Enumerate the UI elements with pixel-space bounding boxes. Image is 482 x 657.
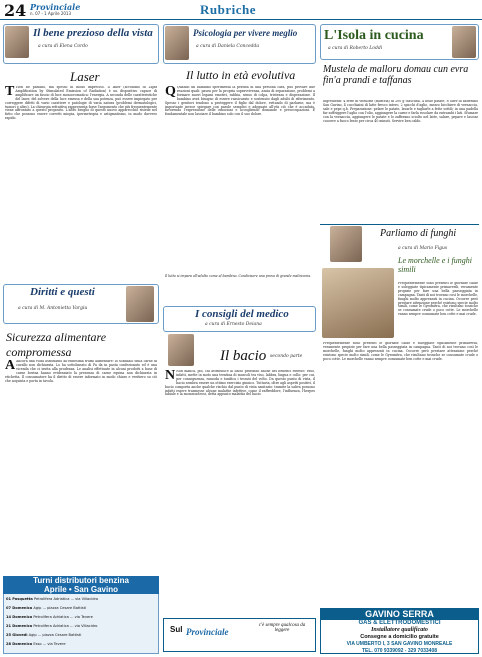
health-column-title: Il bene prezioso della vista (33, 27, 153, 39)
fuel-schedule-rows (6, 597, 158, 651)
section-title: Rubriche (200, 2, 256, 17)
table-row: 28 Domenica Esso ... via Tevere (6, 642, 66, 646)
mushroom-photo (322, 268, 394, 338)
kiss-article-title: Il bacio (220, 348, 267, 364)
recipe-title: Mustela de malloru domau cun evra fin'a prandi e taffanas (323, 64, 469, 86)
doctor-column-author: a cura di Ernesto Deiana (205, 322, 262, 327)
rights-article: A Ancora una volta assistiamo all'ennesima truffa alimentare: lo scandalo della carne di cavallo non dichiarata. Lo ha sottolineato di Fa da in pasta confezionato ed è una vicenda che ci invita alla prudenza. Le analisi effettuate in alcuni prodotti a base di carne bovina hanno evidenziato la presenza di carne equina non dichiarata in etichetta. Il consumatore ha il diritto di essere informato in modo chiaro e veritiero su ciò che acquista e porta in tavola. (5, 360, 157, 383)
table-row: 21 Domenica Petrolifera Adriatica ... via Villacidro (6, 624, 98, 628)
author-photo (168, 334, 194, 366)
divider (320, 224, 479, 225)
rights-column-author: a cura di M. Antonietta Vargiu (18, 306, 88, 311)
author-photo (5, 26, 29, 58)
recipe-text: Ingredienti: 4 fette di vitellone (mustela) di 200 g ciascuna, 4 belle patate, 8 olive di zafferano San Gavino, 4 cucchiaini di latte fresco intero, 2 spicchi d'aglio, mezzo bicchiere di vernaccia, sale e pepe q.b. Preparazione: pelare le patate, lavarle e tagliarle a fette sottili; in una padella far soffriggere l'aglio con l'olio, aggiungere la carne e farla rosolare da entrambi i lati. Sfumare con la vernaccia, aggiungere le patate e lo zafferano sciolto nel latte, salare, pepare e lasciar cuocere a fuoco lento per circa 40 minuti. Servire ben caldo. (323, 100, 478, 123)
psychology-article: Q Quando un bambino sperimenta la perdita di una persona cara, può provare due reazioni quali: paura per la propria sopravvivenza, ansia di separazione, problemi a formare nuovi legami emotivi, rabbia, senso di colpa, tristezza e disperazione. Il bambino avrà bisogno di essere rassicurato e sostenuto dagli adulti di riferimento. Spesso i genitori tendono a proteggere il figlio dal dolore, evitando di parlarne, ma è importante invece spiegare con parole semplici e adeguate all'età ciò che è accaduto, favorendo l'espressione delle emozioni e accogliendo domande e preoccupazioni. È fondamentale non lasciare il bambino solo con il suo dolore. (165, 86, 315, 117)
kiss-article-subtitle: secondo parte (270, 354, 303, 359)
newspaper-logo: Provinciale (30, 2, 81, 12)
doctor-column-title: I consigli del medico (195, 308, 289, 320)
rights-article-title: Sicurezza alimentare compromessa (6, 330, 107, 359)
cucina-column-author: a cura di Roberto Loddi (328, 46, 383, 51)
table-row: 25 Giovedì Agip ... piazza Cesare Battisti (6, 633, 82, 637)
laser-article: T Tutti ne parlano, ma spesso in modo impreciso. Il laser (acronimo di Light Amplification by Stimulated Emission of Radiation) è un dispositivo capace di amplificare un fascio di luce monocromatica: l'energia. A seconda delle caratteristiche del laser, del solvere della luce emessa e della sua potenza, può essere impiegato per correggere difetti di vario carattere e patologie di varia natura (problemi dermatologici, tumori e altro). La chirurgia refrattiva rappresenta forse l'argomento che più frequentemente viene affrontato a questo proposito. L'altro broglio di questo nuovo apparecchio risiede nel fatto che possono essere corretti miopia, ipermetropia e astigmatismo, in modo davvero rapido. (5, 86, 157, 121)
psychology-quote: Il lutto si impara all'adulto come al bambino. Condivisere una prova di grande malinconia. (165, 274, 312, 278)
table-row: 01 Pasquetta Petrolifera Adriatica ... via Villacidro (6, 597, 99, 601)
psychology-column-author: a cura di Daniela Concedda (196, 44, 260, 49)
kiss-article: N Non manca, poi, chi attribuisce al bacio profondo anche dei benefici estetici: esso, infatti, mette in moto una trentina di muscoli tra viso, labbra, lingua e collo: per cui, per conseguenza, rassoda e tonifica i tessuti del volto. Da questo punto di vista, il bacio sembra essere un ottimo esercizio ginnico. Tuttavia, oltre agli aspetti positivi, il bacio comporta anche qualche rischio dal punto di vista sanitario: tramite la saliva possono infatti essere trasmesse alcune malattie infettive, come il raffreddore, l'influenza, l'herpes labiale e la mononucleosi, detta appunto malattia del bacio. (165, 370, 315, 397)
psychology-column-title: Psicologia per vivere meglio (193, 28, 298, 38)
health-column-author: a cura di Elena Cordo (38, 44, 88, 49)
author-photo (126, 286, 154, 322)
fungi-intro: Frequentemente sono presenti le giornate calde e soleggiate tipicamente primaverili, veramente propizie per fare una bella passeggiata in campagna. Tanti di noi trovano così le morchelle, funghi molto apprezzati in cucina. Occorre però prestare attenzione perché esistono specie molto simili, come le Gyromitra, che risultano tossiche se consumate crude o poco cotte. Le morchelle vanno sempre consumate ben cotte e mai crude. (398, 282, 478, 317)
fungi-article: Frequentemente sono presenti le giornate calde e soleggiate tipicamente primaverili, veramente propizie per fare una bella passeggiata in campagna. Tanti di noi trovano così le morchelle, funghi molto apprezzati in cucina. Occorre però prestare attenzione perché esistono specie molto simili, come le Gyromitra, che risultano tossiche se consumate crude o poco cotte. Le morchelle vanno sempre consumate ben cotte e mai crude. (323, 342, 478, 361)
provinciale-ad: Sul Provinciale c'è sempre qualcosa da leggere (163, 618, 316, 652)
laser-title: Laser (70, 69, 100, 84)
author-photo (330, 226, 362, 262)
psychology-article-title: Il lutto in età evolutiva (186, 68, 296, 82)
gavino-serra-ad: GAVINO SERRA GAS & ELETTRODOMESTICI Installatore qualificato Consegne a domicilio gratuite VIA UMBERTO I, 3 SAN GAVINO MONREALE TEL. 070 9339092 - 329 7033408 (320, 608, 479, 654)
cucina-column-title: L'Isola in cucina (324, 28, 424, 43)
rights-column-title: Diritti e questi (30, 286, 95, 298)
author-photo (452, 26, 476, 58)
table-row: 07 Domenica Agip ... piazza Cesare Battisti (6, 606, 87, 610)
page-number: 24 (4, 1, 27, 20)
issue-date: n. 07 - 1 Aprile 2013 (30, 11, 72, 16)
fungi-column-author: a cura di Mario Figus (398, 246, 448, 251)
fuel-schedule-title: Turni distributori benzina Aprile • San Gavino (3, 576, 159, 594)
fungi-column-title: Parliamo di funghi (380, 228, 457, 239)
table-row: 14 Domenica Petrolifera Adriatica ... via Tevere (6, 615, 93, 619)
author-photo (165, 26, 189, 60)
fungi-article-title: Le morchelle e i funghi simili (398, 256, 472, 274)
